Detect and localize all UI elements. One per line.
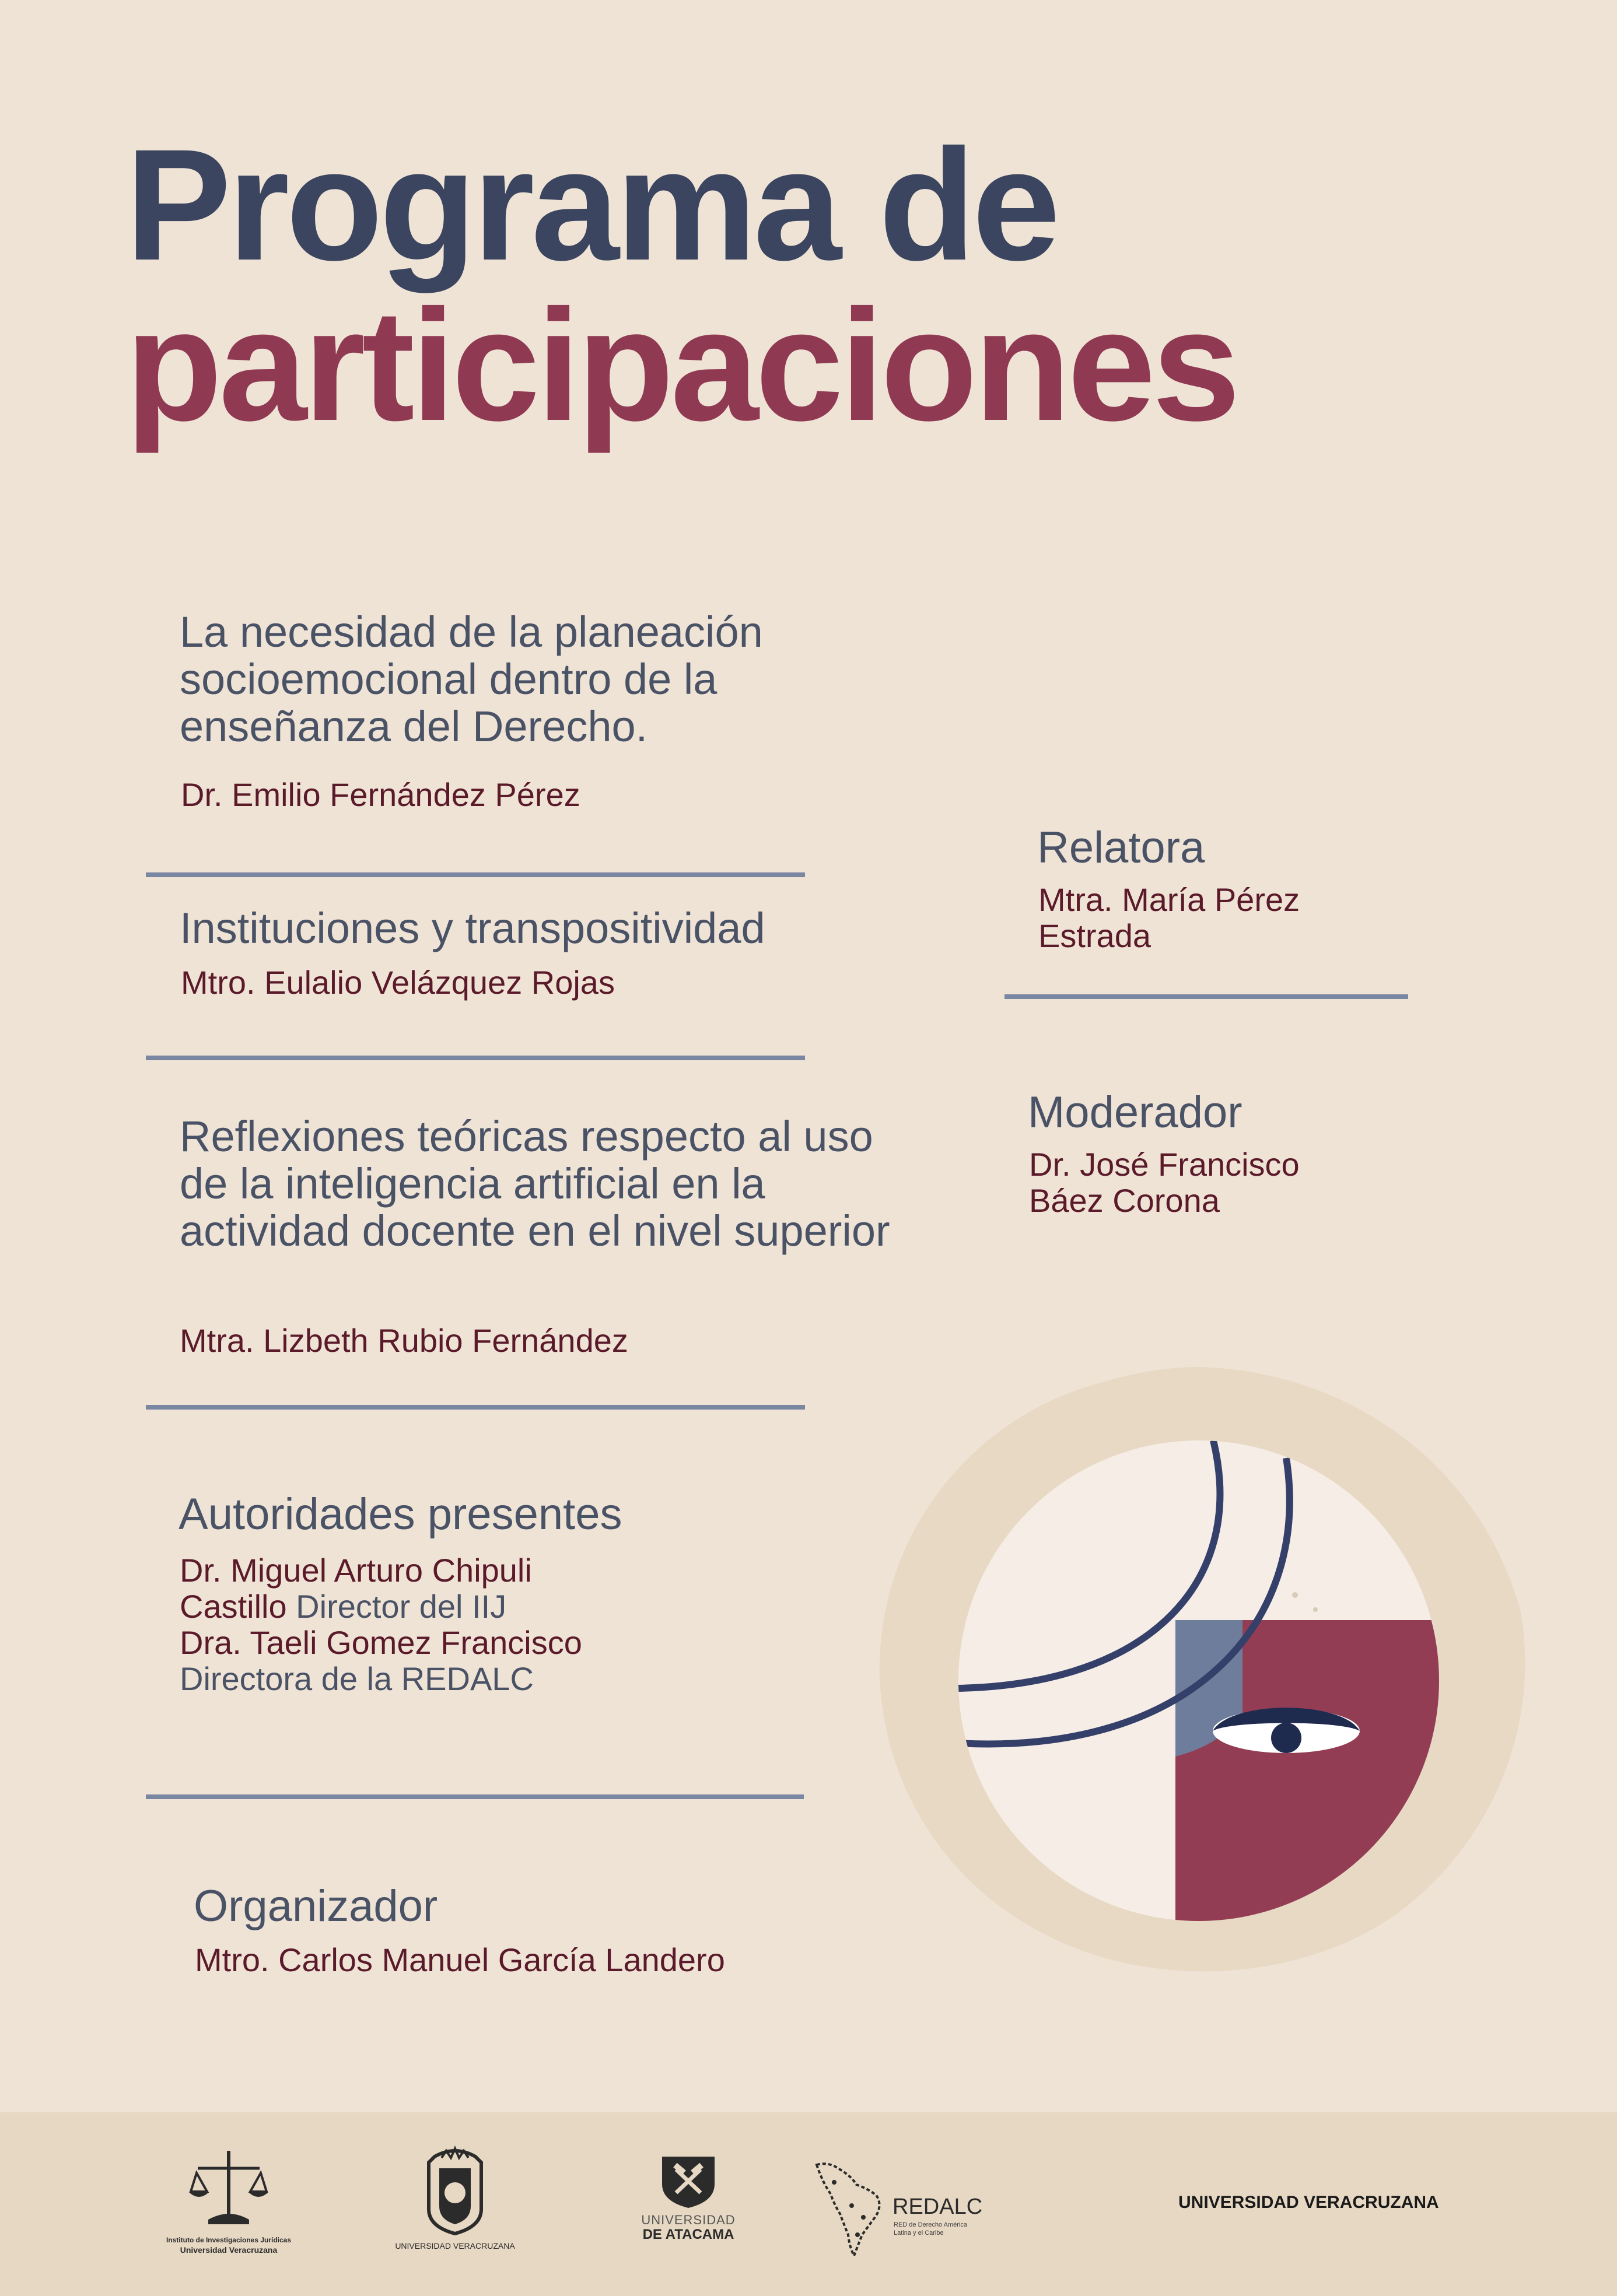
logo-redalc-caption-2: Latina y el Caribe <box>894 2230 944 2237</box>
relatora-heading: Relatora <box>1037 823 1205 872</box>
talk-2-title: Instituciones y transpositividad <box>180 904 765 952</box>
talk-1-speaker: Dr. Emilio Fernández Pérez <box>181 776 580 813</box>
dot <box>1292 1592 1298 1598</box>
logo-uv-shield <box>385 2145 525 2251</box>
divider <box>146 1056 805 1060</box>
dot <box>1313 1607 1318 1612</box>
title-line-2: participaciones <box>125 276 1237 454</box>
moderador-name-line-1: Dr. José Francisco <box>1029 1146 1300 1183</box>
talk-1-title: La necesidad de la planeación socioemocional dentro de la enseñanza del Derecho. <box>180 608 763 751</box>
authority-role: Director del IIJ <box>286 1588 507 1625</box>
talk-3-title: Reflexiones teóricas respecto al uso de la inteligencia artificial en la actividad docente en el nivel superior <box>180 1112 890 1255</box>
logo-atacama-caption-2: DE ATACAMA <box>642 2227 734 2242</box>
logo-redalc <box>811 2159 1003 2264</box>
logo-uv-text: UNIVERSIDAD VERACRUZANA <box>1178 2193 1439 2212</box>
authority-line-3: Dra. Taeli Gomez Francisco <box>180 1624 582 1661</box>
logo-uv-shield-caption: UNIVERSIDAD VERACRUZANA <box>395 2241 515 2251</box>
university-shield-icon <box>411 2145 499 2238</box>
moderador-name <box>1029 1147 1300 1219</box>
logo-atacama <box>618 2152 758 2242</box>
talk-3-speaker: Mtra. Lizbeth Rubio Fernández <box>180 1322 628 1359</box>
authorities-heading: Autoridades presentes <box>178 1489 622 1539</box>
moderador-name-line-2: Báez Corona <box>1029 1182 1220 1219</box>
atacama-shield-icon <box>656 2152 720 2210</box>
scales-of-justice-icon <box>185 2145 272 2232</box>
logo-redalc-caption-1: RED de Derecho América <box>894 2221 967 2228</box>
divider <box>1005 994 1408 999</box>
divider <box>146 1405 805 1410</box>
authority-line-4: Directora de la REDALC <box>180 1660 534 1697</box>
latin-america-map-icon <box>811 2159 898 2258</box>
relatora-name-line-1: Mtra. María Pérez <box>1038 881 1300 918</box>
moderador-heading: Moderador <box>1028 1088 1242 1137</box>
logo-iij-caption-1: Instituto de Investigaciones Jurídicas <box>166 2236 292 2244</box>
relatora-name-line-2: Estrada <box>1038 917 1151 954</box>
authority-1 <box>180 1552 582 1697</box>
logo-iij <box>159 2145 299 2255</box>
organizer-heading: Organizador <box>194 1881 438 1931</box>
logo-atacama-caption-1: UNIVERSIDAD <box>641 2213 736 2227</box>
face-illustration <box>869 1365 1528 1983</box>
title-line-1: Programa de <box>125 116 1057 293</box>
divider <box>146 1794 804 1799</box>
authority-name: Castillo <box>180 1588 287 1625</box>
organizer-name: Mtro. Carlos Manuel García Landero <box>195 1941 725 1978</box>
relatora-name <box>1038 882 1300 954</box>
talk-2-speaker: Mtro. Eulalio Velázquez Rojas <box>181 964 615 1001</box>
logo-iij-caption-2: Universidad Veracruzana <box>180 2245 278 2255</box>
logo-redalc-title: REDALC <box>892 2195 983 2219</box>
authority-line-2 <box>180 1589 582 1625</box>
divider <box>146 872 805 877</box>
eye-pupil <box>1271 1723 1301 1753</box>
authority-line-1: Dr. Miguel Arturo Chipuli <box>180 1552 532 1589</box>
